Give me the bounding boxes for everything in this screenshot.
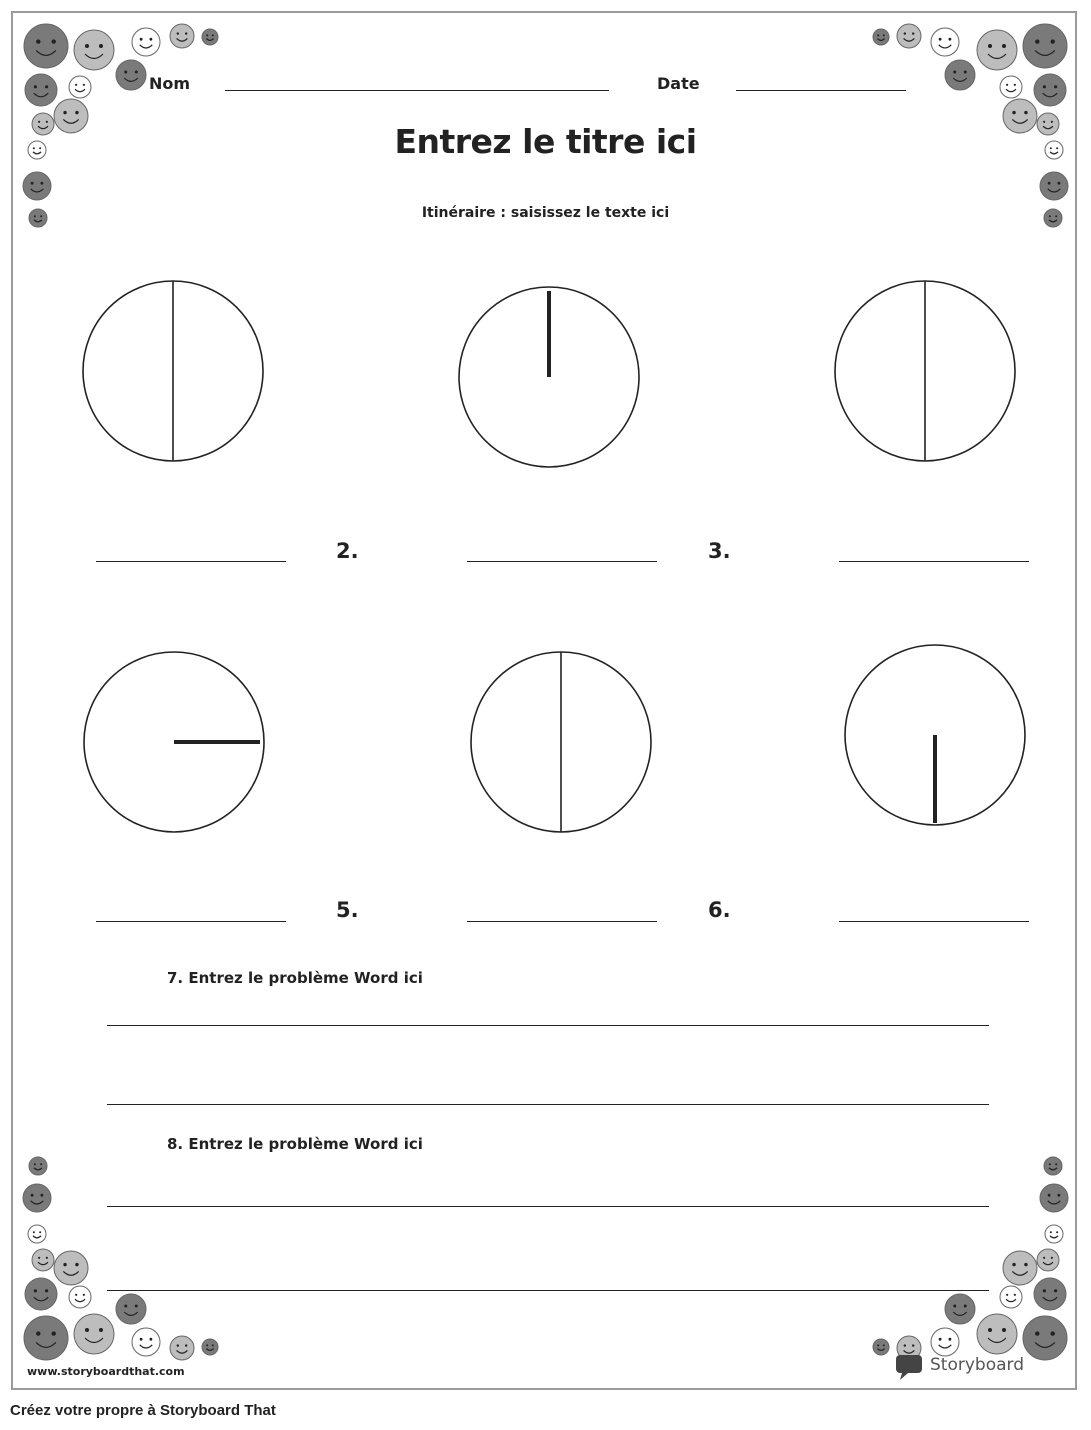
question-number-5: 5.	[336, 898, 359, 922]
clock-6	[845, 645, 1025, 825]
question-number-6: 6.	[708, 898, 731, 922]
answer-line-6[interactable]	[839, 921, 1029, 922]
logo-text: Storyboard	[930, 1355, 1024, 1375]
word-problem-7-line-2[interactable]	[107, 1104, 989, 1105]
answer-line-3[interactable]	[839, 561, 1029, 562]
answer-line-1[interactable]	[96, 561, 286, 562]
word-problem-7: 7. Entrez le problème Word ici	[167, 969, 423, 987]
storyboard-logo[interactable]	[894, 1353, 1024, 1386]
site-url[interactable]: www.storyboardthat.com	[27, 1365, 185, 1378]
footer-text[interactable]: Créez votre propre à Storyboard That	[10, 1402, 276, 1419]
name-label: Nom	[149, 74, 191, 93]
question-number-3: 3.	[708, 539, 731, 563]
speech-bubble-icon	[894, 1353, 930, 1381]
word-problem-8-line-1[interactable]	[107, 1206, 989, 1207]
answer-line-2[interactable]	[467, 561, 657, 562]
date-label: Date	[657, 74, 700, 93]
word-problem-8-line-2[interactable]	[107, 1290, 989, 1291]
answer-line-5[interactable]	[467, 921, 657, 922]
clock-1	[83, 281, 263, 461]
word-problem-7-line-1[interactable]	[107, 1025, 989, 1026]
clock-2	[459, 287, 639, 467]
clock-5	[471, 652, 651, 832]
question-number-2: 2.	[336, 539, 359, 563]
page-title: Entrez le titre ici	[394, 122, 697, 161]
clock-4	[84, 652, 264, 832]
answer-line-4[interactable]	[96, 921, 286, 922]
instructions-text: Itinéraire : saisissez le texte ici	[421, 205, 670, 221]
clock-3	[835, 281, 1015, 461]
word-problem-8: 8. Entrez le problème Word ici	[167, 1135, 423, 1153]
